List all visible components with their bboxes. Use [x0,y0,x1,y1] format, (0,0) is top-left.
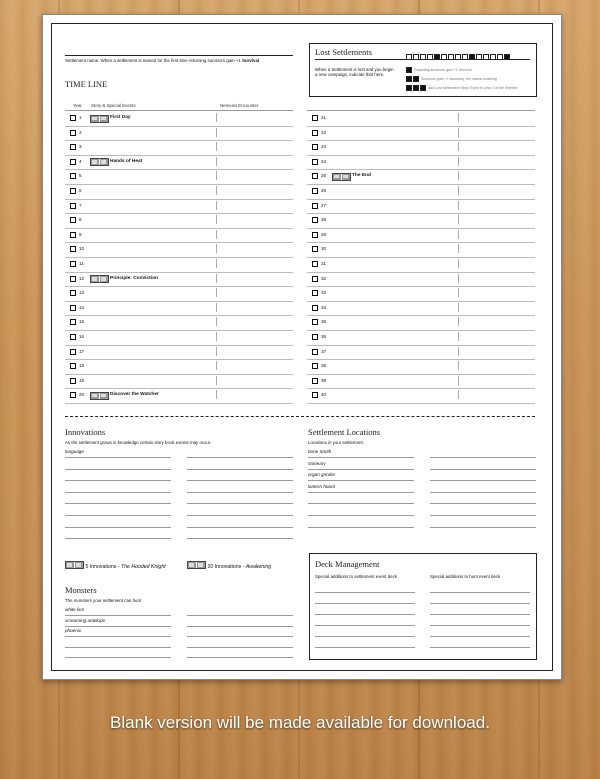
year-number: 14 [79,304,85,310]
entry-line[interactable] [187,605,293,616]
innovations-desc: As the settlement grows in knowledge certain story book events may occur. [65,440,212,445]
year-checkbox[interactable] [70,334,76,340]
timeline-row [307,155,535,171]
nemesis-separator [216,347,217,356]
story-event-book-icon [90,158,109,166]
nemesis-separator [216,230,217,239]
story-event-label: The End [352,173,371,179]
locations-desc: Locations in your settlement. [308,440,364,445]
year-number: 15 [79,319,85,325]
timeline-row [65,199,293,215]
year-number: 13 [79,290,85,296]
timeline-row [307,301,535,317]
lost-settlement-checkbox[interactable] [427,54,433,60]
year-checkbox[interactable] [312,173,318,179]
year-checkbox[interactable] [312,188,318,194]
entry-line[interactable] [430,470,536,481]
entry-line[interactable] [187,647,293,658]
year-number: 12 [79,275,85,281]
entry-line[interactable] [430,593,530,604]
timeline-row [307,213,535,229]
year-number: 18 [79,363,85,369]
story-event-book-icon [90,392,109,400]
year-number: 16 [79,334,85,339]
year-checkbox[interactable] [70,305,76,311]
timeline-row [307,242,535,258]
year-checkbox[interactable] [312,144,318,150]
year-number: 31 [321,261,327,266]
year-number: 7 [79,202,82,208]
year-checkbox[interactable] [70,203,76,209]
year-number: 34 [321,304,327,310]
entry-line[interactable] [308,517,414,528]
entry-line[interactable] [187,505,293,516]
story-event-label: Hands of Heat [110,158,143,164]
timeline-row [307,169,535,185]
year-number: 17 [79,348,85,354]
deck-management-title: Deck Management [315,559,380,569]
timeline-row [307,315,535,331]
year-number: 9 [79,231,82,237]
year-checkbox[interactable] [312,334,318,340]
entry-line[interactable] [187,447,293,458]
entry-line[interactable] [315,593,415,604]
timeline-title: TIME LINE [65,79,108,89]
year-checkbox[interactable] [70,115,76,121]
monsters-title: Monsters [65,585,97,595]
story-event-label: Principle: Conviction [110,275,158,281]
year-number: 28 [321,217,327,223]
entry-line[interactable] [187,482,293,493]
lost-settlement-checkbox[interactable] [455,54,461,60]
year-number: 2 [79,129,82,135]
entry-line[interactable]: phoenix [65,626,171,637]
nemesis-separator [458,128,459,137]
entry-line[interactable] [430,604,530,615]
nemesis-separator [458,317,459,326]
entry-line[interactable] [430,637,530,648]
nemesis-separator [216,376,217,385]
lost-settlement-checkbox[interactable] [504,54,510,60]
deck-settlement-label: Special additions to settlement event deck [315,574,398,579]
year-checkbox[interactable] [70,144,76,150]
nemesis-separator [458,201,459,210]
year-checkbox[interactable] [70,217,76,223]
timeline-row [65,213,293,229]
entry-line[interactable] [308,505,414,516]
nemesis-separator [216,259,217,268]
lost-settlement-checkbox[interactable] [476,54,482,60]
section-divider [65,416,535,417]
nemesis-separator [458,230,459,239]
timeline-row [307,345,535,361]
deck-hunt-label: Special additions to hunt event deck [430,574,501,579]
timeline-row [307,330,535,346]
timeline-row [65,301,293,317]
entry-line[interactable] [430,493,536,504]
timeline-row [307,228,535,244]
year-number: 8 [79,217,82,223]
entry-line[interactable] [65,528,171,539]
nemesis-separator [458,288,459,297]
nemesis-separator [216,171,217,180]
year-checkbox[interactable] [70,130,76,136]
nemesis-separator [458,215,459,224]
lost-settlement-checkboxes [406,48,511,66]
nemesis-separator [216,186,217,195]
entry-line[interactable] [187,459,293,470]
entry-line[interactable] [430,505,536,516]
year-number: 20 [79,392,85,398]
year-number: 11 [79,261,84,266]
settlement-record-sheet [42,14,562,680]
entry-line[interactable] [430,517,536,528]
year-checkbox[interactable] [312,232,318,238]
lost-rule-2: Survivors gain +1 accuracy, the lowest enabling [406,76,497,82]
year-checkbox[interactable] [70,246,76,252]
timeline-row [65,169,293,185]
year-number: 36 [321,334,327,339]
timeline-row [307,359,535,375]
entry-line[interactable] [65,482,171,493]
lost-settlements-title: Lost Settlements [315,47,372,57]
nemesis-separator [458,157,459,166]
timeline-row [65,359,293,375]
year-checkbox[interactable] [70,290,76,296]
nemesis-separator [458,376,459,385]
lost-settlement-checkbox[interactable] [448,54,454,60]
year-checkbox[interactable] [70,319,76,325]
year-checkbox[interactable] [312,115,318,121]
entry-line[interactable]: lantern hoard [308,482,414,493]
year-checkbox[interactable] [312,392,318,398]
year-checkbox[interactable] [312,159,318,165]
story-event-book-icon [90,275,109,283]
year-number: 26 [321,188,327,193]
nemesis-separator [216,113,217,122]
nemesis-separator [216,288,217,297]
entry-line[interactable]: language [65,447,171,458]
year-checkbox[interactable] [70,261,76,267]
timeline-row [65,184,293,200]
nemesis-separator [216,244,217,253]
timeline-row [307,126,535,142]
story-event-label: Discover the Watcher [110,392,159,398]
year-number: 3 [79,144,82,150]
timeline-row [65,242,293,258]
nemesis-separator [458,259,459,268]
nemesis-separator [216,317,217,326]
lost-settlement-checkbox[interactable] [483,54,489,60]
settlement-name-label: Settlement name. When a settlement is named for the first time returning survivors gain +1 Survival [65,58,260,63]
timeline-row [307,388,535,404]
timeline-row [307,111,535,127]
timeline-row [65,345,293,361]
nemesis-separator [216,142,217,151]
timeline-row [307,286,535,302]
timeline-row [307,257,535,273]
nemesis-separator [458,171,459,180]
lost-settlements-desc: When a Settlement is lost and you begin a new campaign, indicate that here. [315,67,394,77]
year-checkbox[interactable] [312,130,318,136]
timeline-row [307,272,535,288]
entry-line[interactable] [65,637,171,648]
col-story: Story & Special Events [91,103,136,108]
year-number: 27 [321,202,327,208]
year-checkbox[interactable] [312,363,318,369]
year-checkbox[interactable] [70,232,76,238]
year-number: 35 [321,319,327,325]
entry-line[interactable] [65,505,171,516]
innovations-title: Innovations [65,427,106,437]
lost-settlement-checkbox[interactable] [469,54,475,60]
nemesis-separator [458,347,459,356]
lost-settlement-checkbox[interactable] [434,54,440,60]
nemesis-separator [216,303,217,312]
nemesis-separator [458,390,459,399]
deck-management-box [309,553,537,660]
year-number: 38 [321,363,327,369]
entry-line[interactable]: bone Smith [308,447,414,458]
timeline-row [65,315,293,331]
entry-line[interactable]: white lion [65,605,171,616]
year-number: 6 [79,188,82,193]
entry-line[interactable] [308,493,414,504]
year-number: 19 [79,377,85,383]
entry-line[interactable] [187,528,293,539]
year-number: 4 [79,158,82,164]
nemesis-separator [458,186,459,195]
timeline-row [65,140,293,156]
entry-line[interactable] [65,517,171,528]
entry-line[interactable] [430,615,530,626]
settlement-name-line [65,55,293,56]
story-event-label: First Day [110,115,131,120]
entry-line[interactable] [187,493,293,504]
innovation-milestone-5: 5 Innovations - The Hooded Knight [65,560,166,570]
entry-line[interactable] [187,517,293,528]
year-number: 29 [321,231,327,237]
year-checkbox[interactable] [312,246,318,252]
entry-line[interactable] [65,459,171,470]
locations-title: Settlement Locations [308,427,380,437]
entry-line[interactable]: screaming antelope [65,616,171,627]
year-checkbox[interactable] [70,173,76,179]
year-checkbox[interactable] [312,290,318,296]
year-checkbox[interactable] [70,188,76,194]
nemesis-separator [216,332,217,341]
timeline-row [65,388,293,404]
timeline-row [307,374,535,390]
nemesis-separator [216,215,217,224]
year-number: 33 [321,290,327,296]
year-checkbox[interactable] [312,378,318,384]
year-number: 39 [321,377,327,383]
nemesis-separator [216,128,217,137]
nemesis-separator [458,274,459,283]
year-checkbox[interactable] [312,217,318,223]
lost-settlement-checkbox[interactable] [420,54,426,60]
entry-line[interactable] [187,616,293,627]
year-number: 37 [321,348,327,354]
year-checkbox[interactable] [70,159,76,165]
year-checkbox[interactable] [70,392,76,398]
entry-line[interactable] [315,582,415,593]
timeline-row [307,140,535,156]
year-number: 25 [321,173,327,179]
year-checkbox[interactable] [312,319,318,325]
entry-line[interactable] [430,626,530,637]
col-nemesis: Nemesis Encounter [220,103,259,108]
year-number: 21 [321,115,327,120]
year-number: 30 [321,246,327,252]
entry-line[interactable] [430,582,530,593]
lost-settlement-checkbox[interactable] [497,54,503,60]
year-number: 1 [79,115,82,120]
monsters-desc: The monsters your settlement can hunt [65,598,142,603]
timeline-row [65,111,293,127]
timeline-row [65,228,293,244]
nemesis-separator [458,361,459,370]
lost-settlement-checkbox[interactable] [490,54,496,60]
entry-line[interactable]: stoneary [308,459,414,470]
nemesis-separator [216,201,217,210]
year-number: 24 [321,158,327,164]
col-year: Year [73,103,82,108]
nemesis-separator [458,332,459,341]
lost-settlement-checkbox[interactable] [441,54,447,60]
nemesis-separator [458,142,459,151]
lost-settlement-checkbox[interactable] [462,54,468,60]
timeline-row [65,374,293,390]
entry-line[interactable] [430,482,536,493]
timeline-row [65,286,293,302]
entry-line[interactable] [187,637,293,648]
year-checkbox[interactable] [312,305,318,311]
entry-line[interactable] [315,604,415,615]
year-checkbox[interactable] [312,349,318,355]
year-number: 22 [321,129,327,135]
lost-settlement-checkbox[interactable] [413,54,419,60]
timeline-row [65,126,293,142]
entry-line[interactable] [187,470,293,481]
year-checkbox[interactable] [312,276,318,282]
entry-line[interactable] [65,470,171,481]
year-number: 23 [321,144,327,150]
timeline-row [65,257,293,273]
year-checkbox[interactable] [312,261,318,267]
nemesis-separator [216,361,217,370]
story-event-book-icon [90,115,109,123]
story-event-book-icon [332,173,351,181]
nemesis-separator [458,303,459,312]
lost-settlement-checkbox[interactable] [406,54,412,60]
nemesis-separator [458,113,459,122]
entry-line[interactable] [65,493,171,504]
nemesis-separator [458,244,459,253]
entry-line[interactable] [315,615,415,626]
entry-line[interactable] [315,637,415,648]
timeline-row [65,272,293,288]
timeline-row [307,199,535,215]
entry-line[interactable] [430,459,536,470]
year-checkbox[interactable] [70,276,76,282]
timeline-row [65,330,293,346]
year-number: 32 [321,275,327,281]
nemesis-separator [216,274,217,283]
year-checkbox[interactable] [70,363,76,369]
nemesis-separator [216,390,217,399]
timeline-row [307,184,535,200]
year-checkbox[interactable] [70,378,76,384]
entry-line[interactable] [65,647,171,658]
timeline-row [65,155,293,171]
innovation-milestone-20: 20 Innovations - Awakening [187,560,271,570]
year-number: 5 [79,173,82,179]
year-number: 40 [321,392,327,398]
lost-rule-1: Departing survivors gain +1 Survival. [406,67,473,73]
download-caption: Blank version will be made available for download. [110,713,490,732]
entry-line[interactable] [430,447,536,458]
entry-line[interactable] [187,626,293,637]
nemesis-separator [216,157,217,166]
year-checkbox[interactable] [70,349,76,355]
lost-rule-3: Add Lost settlement Story Event to year 1 of the timeline [406,85,518,91]
entry-line[interactable]: organ grinder [308,470,414,481]
year-number: 10 [79,246,85,252]
lost-settlements-box [309,43,537,97]
year-checkbox[interactable] [312,203,318,209]
entry-line[interactable] [315,626,415,637]
